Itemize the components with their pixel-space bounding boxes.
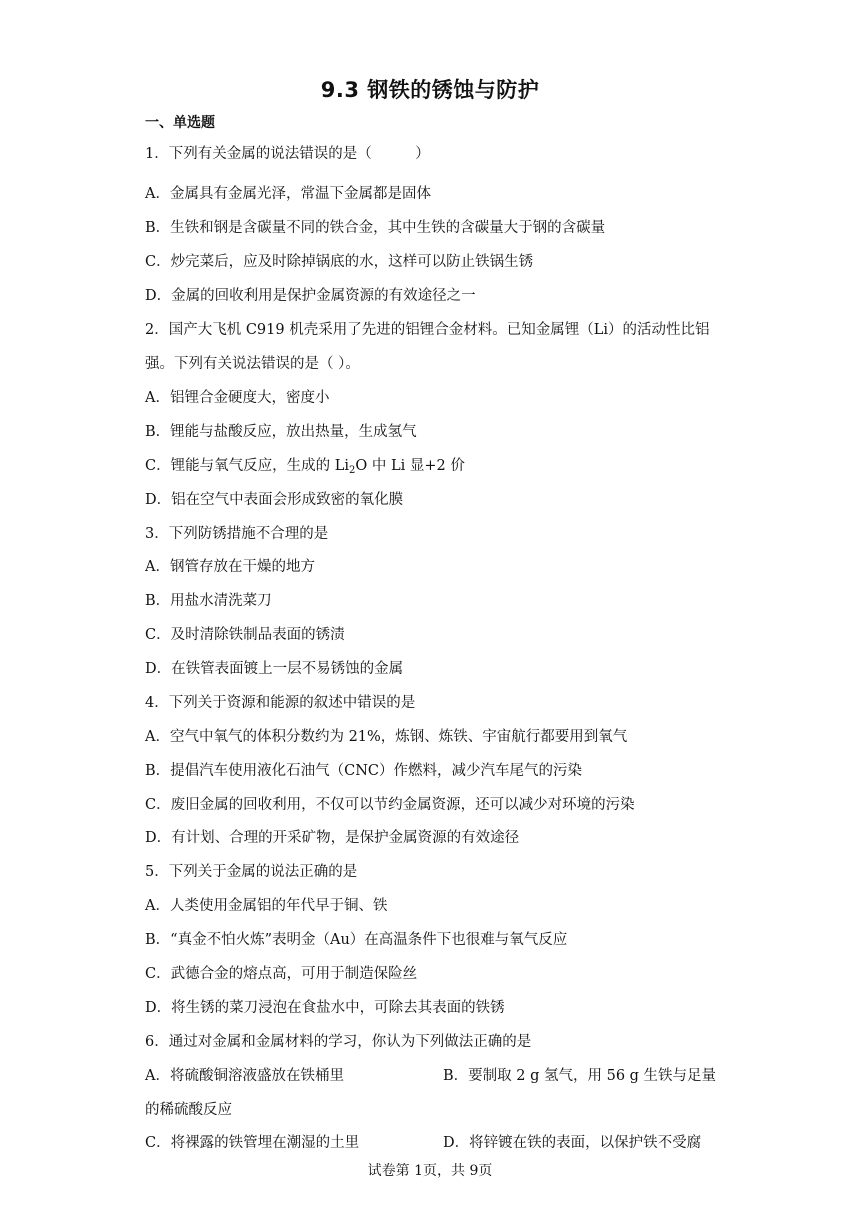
page-title: 9.3 钢铁的锈蚀与防护 (320, 78, 540, 102)
question-4-option-a: A．空气中氧气的体积分数约为 21%，炼钢、炼铁、宇宙航行都要用到氧气 (145, 729, 628, 745)
question-3-option-d: D．在铁管表面镀上一层不易锈蚀的金属 (145, 661, 404, 677)
question-2-stem-line-2: 强。下列有关说法错误的是（ ）。 (145, 356, 360, 372)
question-6-option-a: A．将硫酸铜溶液盛放在铁桶里 (145, 1068, 344, 1084)
question-2-option-b: B．锂能与盐酸反应，放出热量，生成氢气 (145, 424, 417, 440)
question-6-option-d: D．将锌镀在铁的表面，以保护铁不受腐 (443, 1135, 702, 1151)
question-4-stem: 4．下列关于资源和能源的叙述中错误的是 (145, 695, 416, 711)
question-1-option-b: B．生铁和钢是含碳量不同的铁合金，其中生铁的含碳量大于钢的含碳量 (145, 220, 606, 236)
question-2-option-c-pre: C．锂能与氧气反应，生成的 Li (145, 458, 349, 474)
question-6-option-b-continued: 的稀硫酸反应 (145, 1102, 232, 1118)
question-5-stem: 5．下列关于金属的说法正确的是 (145, 864, 358, 880)
question-6-stem: 6．通过对金属和金属材料的学习，你认为下列做法正确的是 (145, 1034, 532, 1050)
question-2-option-d: D．铝在空气中表面会形成致密的氧化膜 (145, 492, 404, 508)
question-2-option-c (145, 456, 465, 481)
question-1-option-d: D．金属的回收利用是保护金属资源的有效途径之一 (145, 288, 476, 304)
question-2-option-c-post: O 中 Li 显+2 价 (355, 458, 465, 474)
question-6-option-c: C．将裸露的铁管埋在潮湿的土里 (145, 1135, 360, 1151)
question-5-option-c: C．武德合金的熔点高，可用于制造保险丝 (145, 966, 418, 982)
question-2-option-a: A．铝锂合金硬度大，密度小 (145, 390, 330, 406)
question-3-option-b: B．用盐水清洗菜刀 (145, 593, 272, 609)
question-1-option-a: A．金属具有金属光泽，常温下金属都是固体 (145, 186, 431, 202)
question-3-stem: 3．下列防锈措施不合理的是 (145, 526, 329, 542)
formula-subscript: 2 (348, 465, 356, 476)
question-3-option-a: A．钢管存放在干燥的地方 (145, 559, 315, 575)
question-1-option-c: C．炒完菜后，应及时除掉锅底的水，这样可以防止铁锅生锈 (145, 254, 534, 270)
question-4-option-d: D．有计划、合理的开采矿物，是保护金属资源的有效途径 (145, 830, 520, 846)
question-3-option-c: C．及时清除铁制品表面的锈渍 (145, 627, 345, 643)
page-footer: 试卷第 1页，共 9页 (367, 1163, 493, 1179)
question-6-option-b: B．要制取 2 g 氢气，用 56 g 生铁与足量 (443, 1068, 717, 1084)
question-5-option-b: B．“真金不怕火炼”表明金（Au）在高温条件下也很难与氧气反应 (145, 932, 568, 948)
question-1-stem: 1．下列有关金属的说法错误的是（ ） (145, 146, 430, 162)
question-2-stem-line-1: 2．国产大飞机 C919 机壳采用了先进的铝锂合金材料。已知金属锂（Li）的活动性比铝 (145, 322, 710, 338)
question-5-option-a: A．人类使用金属铝的年代早于铜、铁 (145, 898, 388, 914)
section-heading: 一、单选题 (145, 115, 215, 131)
question-4-option-c: C．废旧金属的回收利用，不仅可以节约金属资源，还可以减少对环境的污染 (145, 797, 635, 813)
question-4-option-b: B．提倡汽车使用液化石油气（CNC）作燃料，减少汽车尾气的污染 (145, 763, 583, 779)
question-5-option-d: D．将生锈的菜刀浸泡在食盐水中，可除去其表面的铁锈 (145, 1000, 505, 1016)
